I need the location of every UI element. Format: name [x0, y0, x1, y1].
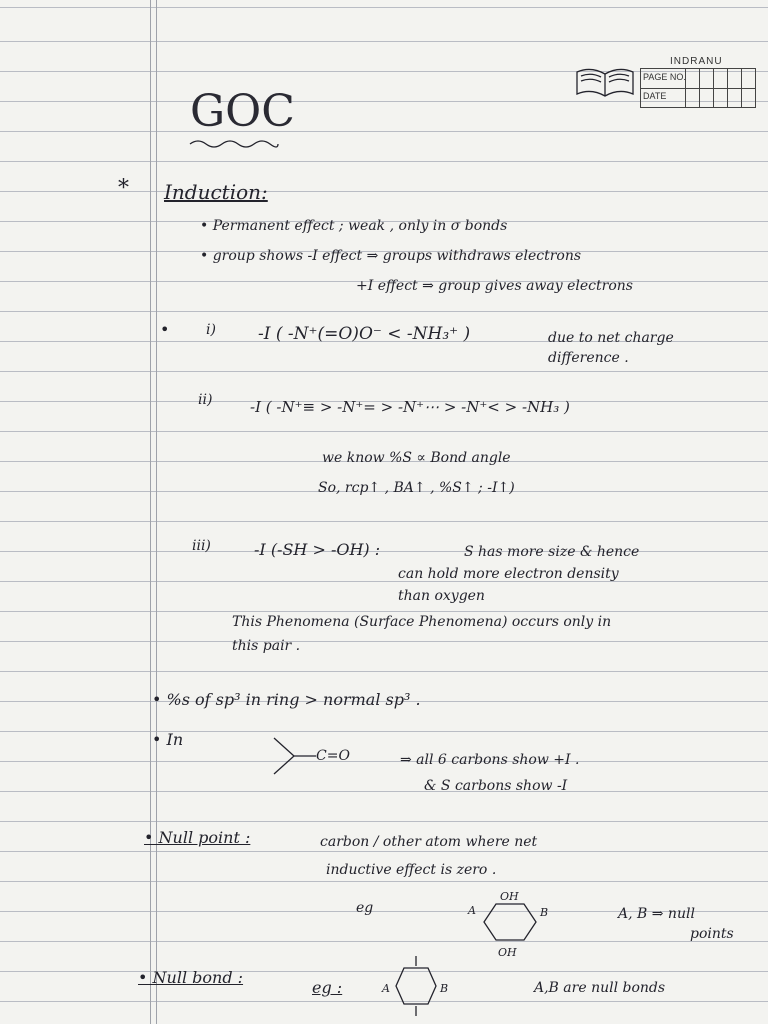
item2-note-2: So, rcp↑ , BA↑ , %S↑ ; -I↑): [318, 480, 515, 496]
null-point-label: • Null point :: [144, 828, 251, 847]
date-label: DATE: [643, 91, 667, 101]
brand-name: INDRANU: [670, 56, 723, 67]
hexagon-structure: [482, 900, 538, 946]
item5-lead: • In: [152, 730, 184, 749]
item2-note: we know %S ∝ Bond angle: [322, 450, 511, 466]
item5-structure: C=O: [316, 748, 350, 764]
item3-note-5: this pair .: [232, 638, 301, 654]
book-icon: [575, 64, 637, 100]
item3-note-4: This Phenomena (Surface Phenomena) occurs only in: [232, 614, 612, 630]
null-point-result: A, B ⇒ null: [618, 906, 695, 922]
quinone-structure: [392, 954, 440, 1018]
null-point-eg: eg: [356, 900, 374, 916]
item3-numeral: iii): [192, 538, 211, 554]
null-bond-result: A,B are null bonds: [534, 980, 666, 996]
page-title: GOC: [190, 86, 295, 137]
page-header-box: [640, 68, 756, 108]
bond-atom-a: A: [382, 982, 390, 995]
oh-bottom: OH: [498, 946, 517, 959]
title-underline: [188, 138, 280, 150]
atom-a: A: [468, 904, 476, 917]
item3-note: S has more size & hence: [464, 544, 640, 560]
ring-structure: [270, 734, 318, 778]
atom-b: B: [540, 906, 549, 919]
null-bond-label: • Null bond :: [138, 968, 244, 987]
section-heading: Induction:: [164, 180, 268, 204]
bullet-minus-i: • group shows -I effect ⇒ groups withdraws electrons: [200, 248, 582, 264]
item5-note-2: & S carbons show -I: [424, 778, 568, 794]
null-point-definition: carbon / other atom where net: [320, 834, 538, 850]
header-divider: [713, 69, 714, 107]
item4-text: • %s of sp³ in ring > normal sp³ .: [152, 690, 421, 709]
item1-numeral: i): [206, 322, 216, 338]
star-marker: *: [118, 176, 129, 201]
item1-note-2: difference .: [548, 350, 629, 366]
null-bond-eg: eg :: [312, 978, 343, 997]
null-point-definition-2: inductive effect is zero .: [326, 862, 497, 878]
item1-note: due to net charge: [548, 330, 674, 346]
bullet-plus-i: +I effect ⇒ group gives away electrons: [356, 278, 633, 294]
item3-note-2: can hold more electron density: [398, 566, 619, 582]
bond-atom-b: B: [440, 982, 449, 995]
margin-line: [150, 0, 151, 1024]
item3-note-3: than oxygen: [398, 588, 485, 604]
header-divider: [699, 69, 700, 107]
oh-top: OH: [500, 890, 519, 903]
item3-expression: -I (-SH > -OH) :: [254, 540, 381, 559]
header-divider: [741, 69, 742, 107]
item1-expression: -I ( -N⁺(=O)O⁻ < -NH₃⁺ ): [258, 324, 471, 344]
margin-line-inner: [156, 0, 157, 1024]
item2-numeral: ii): [198, 392, 213, 408]
item5-note: ⇒ all 6 carbons show +I .: [400, 752, 580, 768]
header-divider: [727, 69, 728, 107]
item1-bullet: •: [160, 320, 170, 339]
null-point-result-2: points: [690, 926, 734, 942]
item2-expression: -I ( -N⁺≡ > -N⁺= > -N⁺⋯ > -N⁺< > -NH₃ ): [250, 398, 570, 416]
bullet-permanent: • Permanent effect ; weak , only in σ bonds: [200, 218, 508, 234]
page-no-label: PAGE NO.: [643, 72, 686, 82]
